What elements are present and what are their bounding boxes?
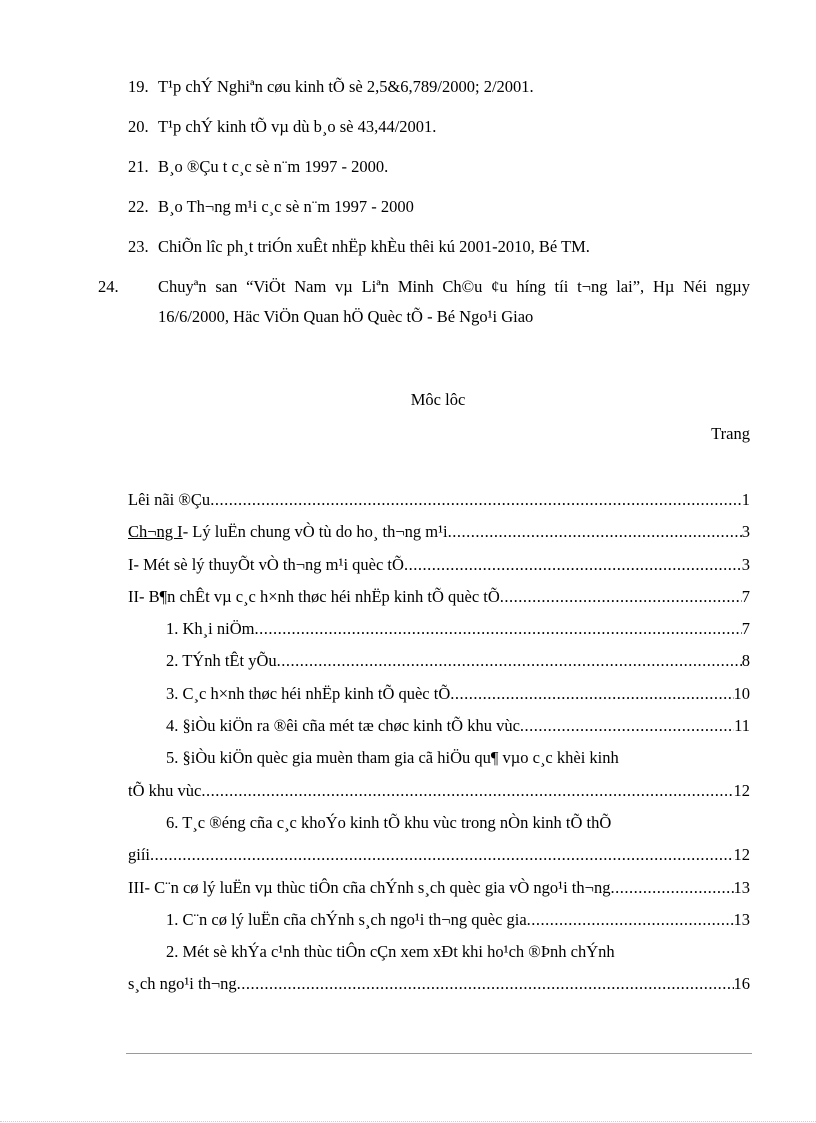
toc-label: I- Mét sè lý thuyÕt vÒ th¬ng m¹i quèc tÕ xyxy=(128,554,404,574)
reference-number: 23. xyxy=(128,237,149,256)
toc-label: 4. §iÒu kiÖn ra ®êi cña mét tæ chøc kinh tÕ khu vùc xyxy=(166,716,520,736)
toc-leader-dots xyxy=(277,645,742,677)
toc-row xyxy=(128,484,750,516)
chapter-title: - Lý luËn chung vÒ tù do ho¸ th¬ng m¹i xyxy=(182,522,448,542)
toc-label: III- C¨n cø lý luËn vµ thùc tiÔn cña chÝnh s¸ch quèc gia vÒ ngo¹i th¬ng xyxy=(128,877,611,897)
toc-leader-dots xyxy=(237,968,734,1000)
toc-row xyxy=(128,678,750,710)
table-of-contents xyxy=(128,484,750,1001)
toc-row xyxy=(128,807,750,839)
toc-leader-dots xyxy=(520,710,734,742)
toc-label xyxy=(128,516,448,548)
toc-label: 5. §iÒu kiÖn quèc gia muèn tham gia cã hiÖu qu¶ vµo c¸c khèi kinh xyxy=(166,748,619,768)
toc-leader-dots xyxy=(404,549,742,581)
toc-leader-dots xyxy=(150,839,733,871)
toc-row xyxy=(128,710,750,742)
toc-row xyxy=(128,936,750,968)
toc-page-number: 13 xyxy=(733,909,750,929)
page-bottom-edge xyxy=(0,1121,816,1122)
reference-item xyxy=(128,192,750,222)
toc-label: II- B¶n chÊt vµ c¸c h×nh thøc héi nhËp kinh tÕ quèc tÕ xyxy=(128,586,500,606)
toc-label: 1. Kh¸i niÖm xyxy=(166,619,255,639)
reference-item xyxy=(128,152,750,182)
reference-number: 19. xyxy=(128,77,149,96)
toc-page-number: 16 xyxy=(733,974,750,994)
toc-page-number: 12 xyxy=(733,845,750,865)
toc-row xyxy=(128,613,750,645)
toc-page-number: 11 xyxy=(734,716,750,736)
toc-page-number: 8 xyxy=(741,651,750,671)
toc-page-number: 7 xyxy=(741,586,750,606)
reference-text: B¸o ®Çu t c¸c sè n¨m 1997 - 2000. xyxy=(158,157,389,176)
toc-page-number: 12 xyxy=(733,780,750,800)
toc-label: 3. C¸c h×nh thøc héi nhËp kinh tÕ quèc tÕ xyxy=(166,683,451,703)
toc-row xyxy=(128,904,750,936)
reference-text: B¸o Th¬ng m¹i c¸c sè n¨m 1997 - 2000 xyxy=(158,197,414,216)
toc-label: 2. Mét sè khÝa c¹nh thùc tiÔn cÇn xem xÐt khi ho¹ch ®Þnh chÝnh xyxy=(166,942,615,962)
toc-leader-dots xyxy=(610,872,733,904)
toc-label: 6. T¸c ®éng cña c¸c khoÝo kinh tÕ khu vùc trong nÒn kinh tÕ thÕ xyxy=(166,812,612,832)
reference-number: 21. xyxy=(128,157,149,176)
reference-text: T¹p chÝ Nghiªn cøu kinh tÕ sè 2,5&6,789/2000; 2/2001. xyxy=(158,77,534,96)
toc-page-number: 3 xyxy=(741,554,750,574)
toc-page-column-header: Trang xyxy=(711,424,750,443)
toc-leader-dots xyxy=(210,484,742,516)
reference-list xyxy=(98,72,750,342)
toc-row xyxy=(128,742,750,774)
toc-leader-dots xyxy=(254,613,741,645)
toc-page-number: 13 xyxy=(733,877,750,897)
footer-divider xyxy=(126,1053,752,1054)
toc-row xyxy=(128,645,750,677)
reference-item xyxy=(128,72,750,102)
toc-title: Môc lôc xyxy=(410,390,466,409)
reference-text: Chuyªn san “ViÖt Nam vµ Liªn Minh Ch©u ¢u híng tíi t¬ng lai”, Hµ Néi ngµy 16/6/2000, Häc ViÖn Quan hÖ Quèc tÕ - Bé Ngo¹i Giao xyxy=(158,277,750,326)
toc-leader-dots xyxy=(448,516,742,548)
toc-leader-dots xyxy=(500,581,742,613)
chapter-label: Ch¬ng I xyxy=(128,522,183,542)
toc-label: tÕ khu vùc xyxy=(128,780,202,800)
toc-leader-dots xyxy=(450,678,733,710)
reference-number: 24. xyxy=(98,277,119,296)
reference-item xyxy=(128,112,750,142)
toc-leader-dots xyxy=(527,904,734,936)
toc-label: Lêi nãi ®Çu xyxy=(128,490,211,509)
reference-text: ChiÕn lîc ph¸t triÓn xuÊt nhËp khÈu thêi kú 2001-2010, Bé TM. xyxy=(158,237,590,256)
toc-leader-dots xyxy=(201,775,733,807)
reference-item xyxy=(128,232,750,262)
toc-row xyxy=(128,775,750,807)
toc-page-number: 1 xyxy=(741,490,750,509)
toc-label: giíi xyxy=(128,845,151,865)
toc-label: s¸ch ngo¹i th¬ng xyxy=(128,974,237,994)
reference-item xyxy=(98,272,750,332)
toc-row xyxy=(128,581,750,613)
toc-label: 2. TÝnh tÊt yÕu xyxy=(166,651,277,671)
toc-page-number: 3 xyxy=(741,522,750,542)
toc-page-number: 7 xyxy=(741,619,750,639)
reference-number: 20. xyxy=(128,117,149,136)
reference-text: T¹p chÝ kinh tÕ vµ dù b¸o sè 43,44/2001. xyxy=(158,117,437,136)
toc-row xyxy=(128,872,750,904)
toc-row xyxy=(128,968,750,1000)
reference-number: 22. xyxy=(128,197,149,216)
toc-row xyxy=(128,839,750,871)
toc-row xyxy=(128,549,750,581)
toc-page-number: 10 xyxy=(733,683,750,703)
toc-row xyxy=(128,516,750,548)
toc-label: 1. C¨n cø lý luËn cña chÝnh s¸ch ngo¹i th¬ng quèc gia xyxy=(166,909,527,929)
